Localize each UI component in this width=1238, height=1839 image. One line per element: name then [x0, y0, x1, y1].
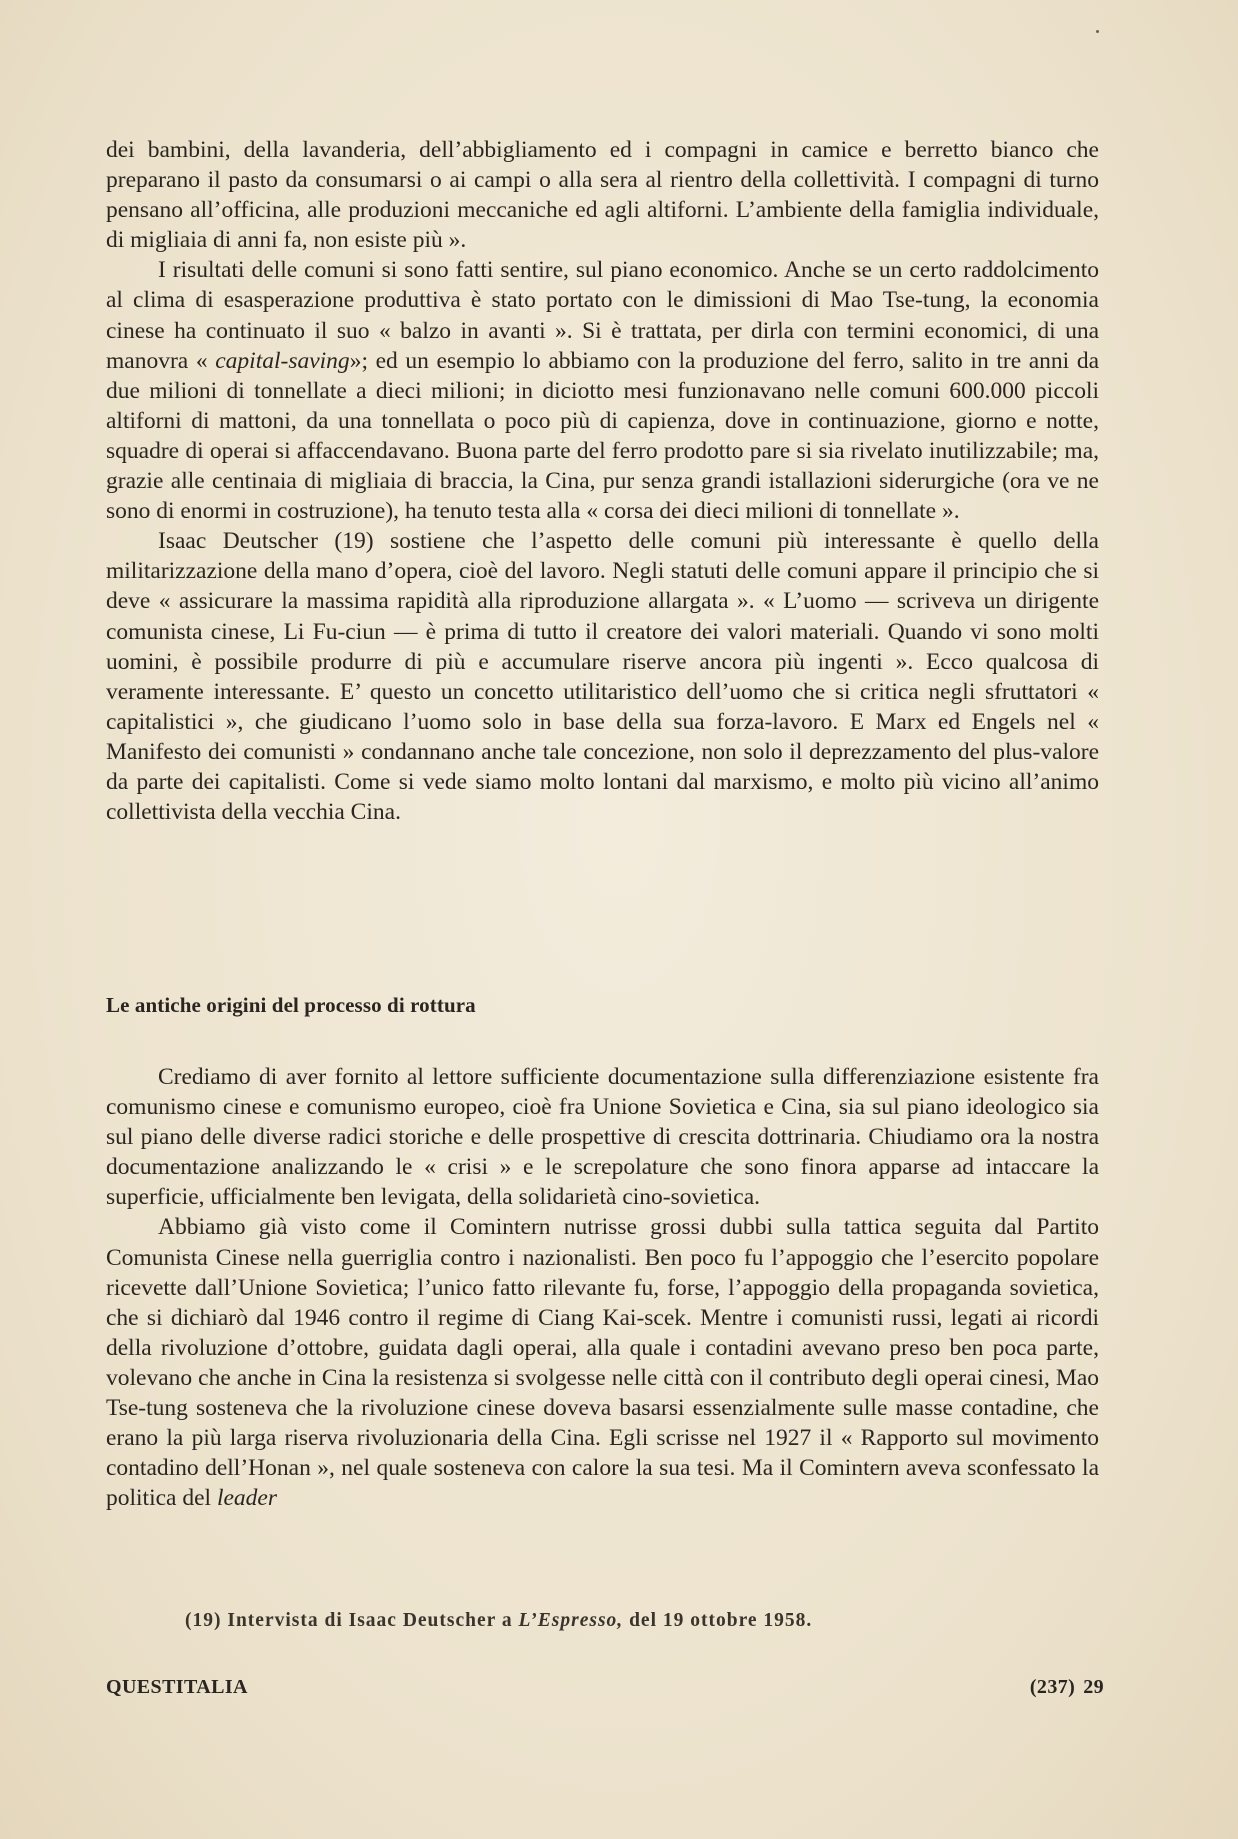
paragraph-comintern — [106, 1212, 1099, 1513]
footnote-date: del 19 ottobre 1958. — [629, 1610, 813, 1631]
section-heading: Le antiche origini del processo di rottura — [106, 993, 476, 1017]
italic-term: leader — [216, 1485, 277, 1512]
speck-mark — [1096, 30, 1099, 33]
footer-page-info — [1030, 1676, 1104, 1699]
paragraph-text: »; ed un esempio lo abbiamo con la produzione del ferro, salito in tre anni da due milioni di tonnellate a dieci milioni; in diciotto mesi funzionavano nelle comuni 600.000 piccoli altiforni di mattoni, da una tonnellata o poco più di capienza, dove in continuazione, giorno e notte, squadre di operai si affaccendavano. Buona parte del ferro prodotto pare si sia rivelato inutilizzabile; ma, grazie alle centinaia di migliaia di braccia, la Cina, pur senza grandi istallazioni siderurgiche (ora ve ne sono di enormi in costruzione), ha tenuto testa alla « corsa dei dieci milioni di tonnellate ». — [106, 347, 1100, 525]
footnote-publication: L’Espresso, — [518, 1610, 624, 1631]
paragraph-text: dei bambini, della lavanderia, dell’abbigliamento ed i compagni in camice e berretto bianco che preparano il pasto da consumarsi o ai campi o alla sera al rientro della collettività. I compagni di turno pensano all’officina, alle produzioni meccaniche ed agli altiforni. L’ambiente della famiglia individuale, di migliaia di anni fa, non esiste più ». — [106, 137, 1099, 254]
footer-page-number: 29 — [1083, 1676, 1104, 1698]
italic-term: capital-saving — [215, 347, 350, 374]
footnote-text: (19) Intervista di Isaac Deutscher a — [185, 1610, 513, 1631]
body-text-top — [106, 135, 1099, 827]
paragraph-text: Isaac Deutscher (19) sostiene che l’aspetto delle comuni più interessante è quello della militarizzazione della mano d’opera, cioè del lavoro. Negli statuti delle comuni appare il principio che si deve « assicurare la massima rapidità alla riproduzione allargata ». « L’uomo — scriveva un dirigente comunista cinese, Li Fu-ciun — è prima di tutto il creatore dei valori materiali. Quando vi sono molti uomini, è possibile produrre di più e accumulare riserve ancora più ingenti ». Ecco qualcosa di veramente interessante. E’ questo un concetto utilitaristico dell’uomo che si critica negli sfruttatori « capitalistici », che giudicano l’uomo solo in base della sua forza-lavoro. E Marx ed Engels nel « Manifesto dei comunisti » condannano anche tale concezione, non solo il deprezzamento del plus-valore da parte dei capitalisti. Come si vede siamo molto lontani dal marxismo, e molto più vicino all’animo collettivista della vecchia Cina. — [106, 528, 1099, 826]
paragraph-continued — [106, 135, 1099, 255]
paragraph-documentation — [106, 1062, 1099, 1212]
paragraph-deutscher — [106, 526, 1099, 827]
body-text-bottom — [106, 1062, 1099, 1513]
footer-issue-page: (237) — [1029, 1676, 1076, 1698]
paragraph-text: Abbiamo già visto come il Comintern nutrisse grossi dubbi sulla tattica seguita dal Partito Comunista Cinese nella guerriglia contro i nazionalisti. Ben poco fu l’appoggio che l’esercito popolare ricevette dall’Unione Sovietica; l’unico fatto rilevante fu, forse, l’appoggio della propaganda sovietica, che si dichiarò dal 1946 contro il regime di Ciang Kai-scek. Mentre i comunisti russi, legati ai ricordi della rivoluzione d’ottobre, guidata dagli operai, alla quale i contadini avevano preso ben poca parte, volevano che anche in Cina la resistenza si svolgesse nelle città con il contributo degli operai cinesi, Mao Tse-tung sosteneva che la rivoluzione cinese doveva basarsi essenzialmente sulle masse contadine, che erano la più larga riserva rivoluzionaria della Cina. Egli scrisse nel 1927 il « Rapporto sul movimento contadino dell’Honan », nel quale sosteneva con calore la sua tesi. Ma il Comintern aveva sconfessato la politica del — [106, 1214, 1099, 1512]
footer-publication: QUESTITALIA — [106, 1676, 248, 1698]
paragraph-economic-results — [106, 255, 1099, 526]
paragraph-text: Crediamo di aver fornito al lettore sufficiente documentazione sulla differenziazione esistente fra comunismo cinese e comunismo europeo, cioè fra Unione Sovietica e Cina, sia sul piano ideologico sia sul piano delle diverse radici storiche e delle prospettive di crescita dottrinaria. Chiudiamo ora la nostra documentazione analizzando le « crisi » e le screpolature che sono finora apparse ad intaccare la superficie, ufficialmente ben levigata, della solidarietà cino-sovietica. — [106, 1064, 1099, 1211]
paragraph-text: I risultati delle comuni si sono fatti sentire, sul piano economico. Anche se un certo raddolcimento al clima di esasperazione produttiva è stato portato con le dimissioni di Mao Tse-tung, la economia cinese ha continuato il suo « balzo in avanti ». Si è trattata, per dirla con termini economici, di una manovra « — [106, 257, 1099, 374]
footnote — [185, 1610, 812, 1632]
